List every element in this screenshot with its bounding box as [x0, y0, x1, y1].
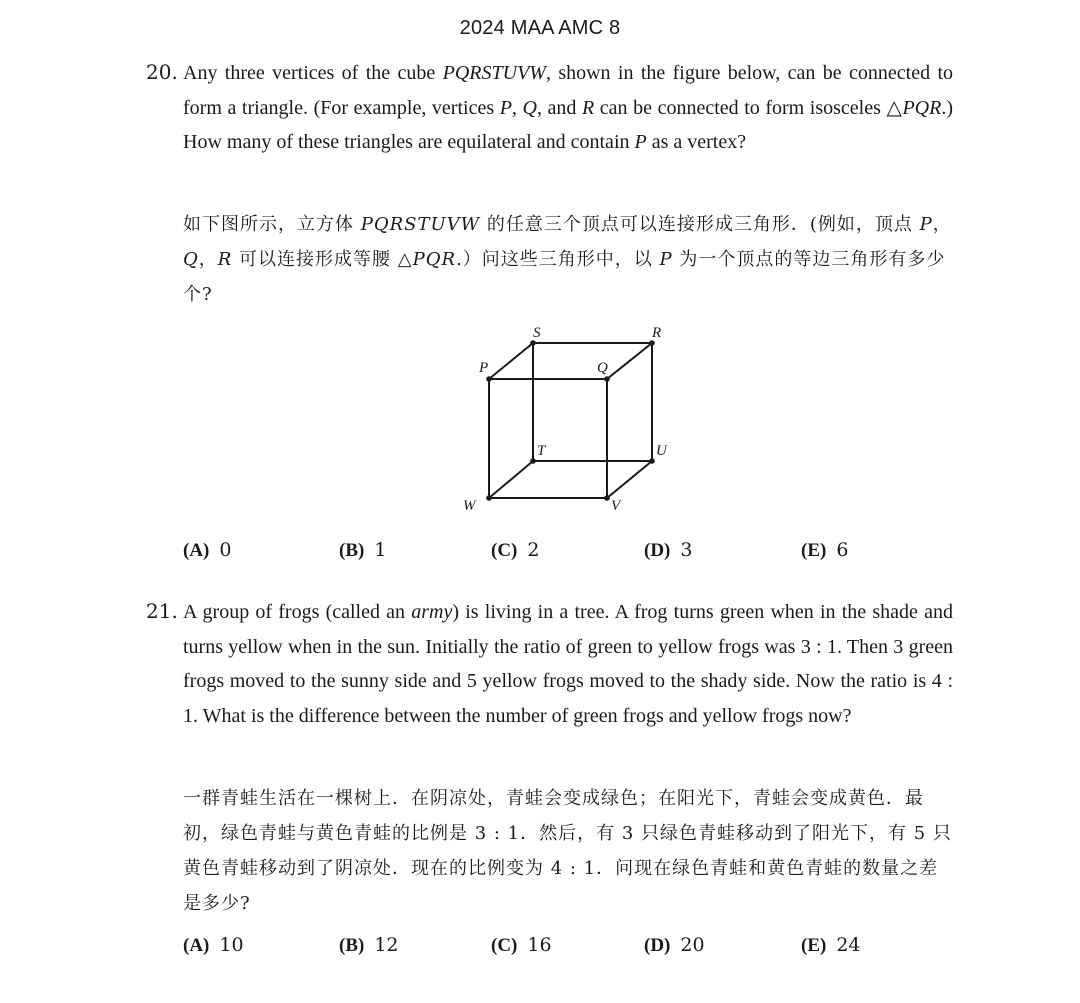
choice-a[interactable]: (A) 0: [183, 539, 232, 561]
label-w: W: [463, 498, 476, 514]
vertex-u: [649, 458, 655, 464]
choice-d[interactable]: (D) 20: [644, 934, 705, 956]
vertex-w: [486, 495, 492, 501]
choice-c[interactable]: (C) 16: [491, 934, 552, 956]
vertex-q: [604, 376, 610, 382]
edge-qr: [607, 343, 652, 379]
vertex-t: [530, 458, 536, 464]
vertex-r: [649, 340, 655, 346]
label-t: T: [537, 443, 546, 459]
edge-vu: [607, 461, 652, 498]
cube-figure: [455, 318, 685, 523]
choice-e[interactable]: (E) 6: [801, 539, 849, 561]
choice-e[interactable]: (E) 24: [801, 934, 861, 956]
vertex-s: [530, 340, 536, 346]
choice-a[interactable]: (A) 10: [183, 934, 244, 956]
label-u: U: [656, 443, 667, 459]
label-r: R: [652, 325, 662, 341]
choice-b[interactable]: (B) 1: [339, 539, 387, 561]
vertex-v: [604, 495, 610, 501]
choice-c[interactable]: (C) 2: [491, 539, 540, 561]
problem-21-choices: [183, 934, 983, 964]
problem-20-choices: [183, 539, 983, 569]
edge-ps: [489, 343, 533, 379]
problem-20-chinese: 如下图所示，立方体 PQRSTUVW 的任意三个顶点可以连接形成三角形．(例如，顶点 P，Q，R 可以连接形成等腰 △PQR.）问这些三角形中，以 P 为一个顶点的等边三角形有多少个?: [183, 214, 952, 305]
problem-20-english: Any three vertices of the cube PQRSTUVW, shown in the figure below, can be connected to form a triangle. (For example, vertices P, Q, and R can be connected to form isosceles △PQR.) How many of these triangles are equilateral and contain P as a vertex?: [183, 62, 953, 153]
vertex-p: [486, 376, 492, 382]
choice-d[interactable]: (D) 3: [644, 539, 693, 561]
choice-b[interactable]: (B) 12: [339, 934, 399, 956]
problem-20-number: 20.: [146, 60, 178, 84]
label-q: Q: [597, 360, 608, 376]
page-header: 2024 MAA AMC 8: [459, 17, 621, 39]
label-p: P: [479, 360, 489, 376]
problem-21-number: 21.: [146, 599, 178, 623]
label-v: V: [611, 498, 621, 514]
label-s: S: [533, 325, 541, 341]
problem-21-english: A group of frogs (called an army) is living in a tree. A frog turns green when in the shade and turns yellow when in the sun. Initially the ratio of green to yellow frogs was 3 : 1. Then 3 green frogs moved to the sunny side and 5 yellow frogs moved to the shady side. Now the ratio is 4 : 1. What is the difference between the number of green frogs and yellow frogs now?: [183, 601, 953, 727]
problem-21-chinese: 一群青蛙生活在一棵树上．在阴凉处，青蛙会变成绿色；在阳光下，青蛙会变成黄色．最初，绿色青蛙与黄色青蛙的比例是 3 : 1．然后，有 3 只绿色青蛙移动到了阳光下，有 5 只黄色青蛙移动到了阴凉处．现在的比例变为 4 : 1．问现在绿色青蛙和黄色青蛙的数量之差是多少?: [183, 788, 952, 914]
edge-wt: [489, 461, 533, 498]
